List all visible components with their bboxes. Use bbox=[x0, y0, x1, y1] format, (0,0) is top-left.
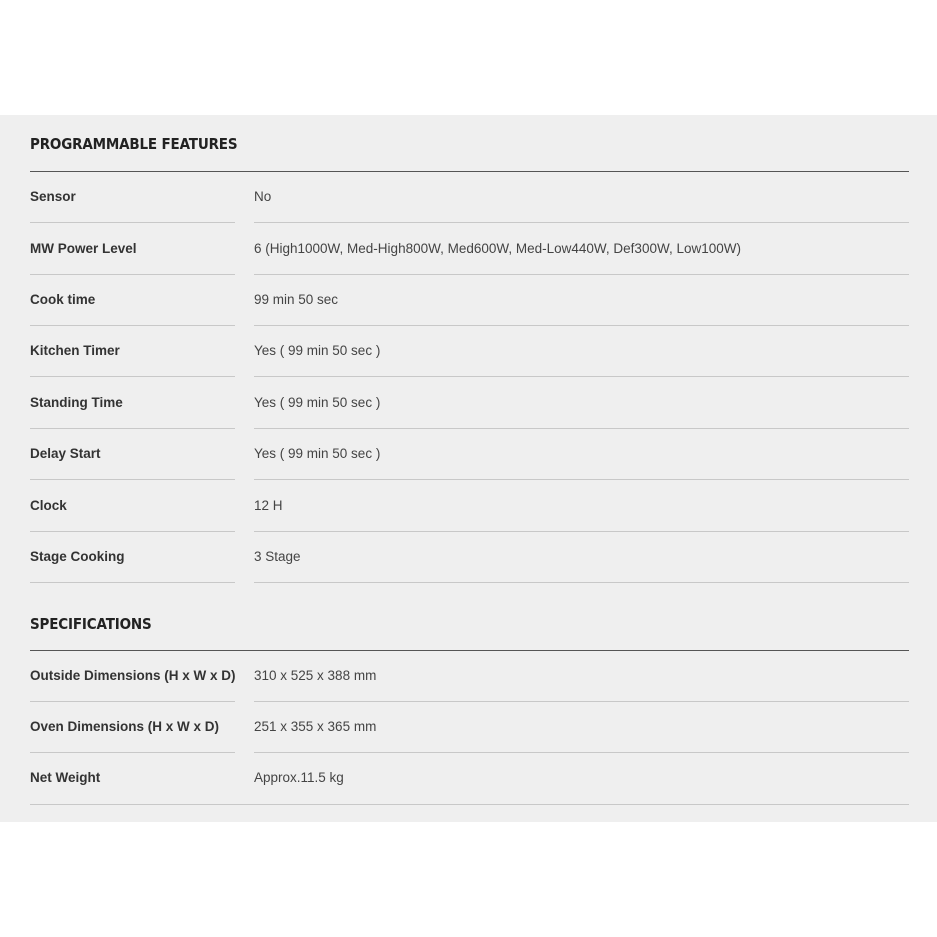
spec-value: No bbox=[254, 189, 272, 204]
row-divider bbox=[254, 531, 909, 532]
spec-label: Clock bbox=[30, 498, 67, 513]
row-divider bbox=[254, 376, 909, 377]
spec-value: 12 H bbox=[254, 498, 283, 513]
spec-label: Stage Cooking bbox=[30, 549, 125, 564]
spec-label: Cook time bbox=[30, 292, 96, 307]
spec-value: 3 Stage bbox=[254, 549, 301, 564]
spec-label: Oven Dimensions (H x W x D) bbox=[30, 719, 220, 734]
row-divider bbox=[30, 325, 235, 326]
spec-value: Yes ( 99 min 50 sec ) bbox=[254, 446, 381, 461]
row-divider bbox=[30, 804, 909, 805]
spec-value: Yes ( 99 min 50 sec ) bbox=[254, 343, 381, 358]
spec-value: Yes ( 99 min 50 sec ) bbox=[254, 395, 381, 410]
section-title-divider bbox=[30, 171, 909, 172]
spec-label: MW Power Level bbox=[30, 241, 137, 256]
section-title-specifications: SPECIFICATIONS bbox=[30, 615, 152, 633]
row-divider bbox=[254, 479, 909, 480]
row-divider bbox=[30, 222, 235, 223]
spec-label: Standing Time bbox=[30, 395, 123, 410]
spec-label: Kitchen Timer bbox=[30, 343, 120, 358]
spec-panel bbox=[0, 115, 937, 822]
row-divider bbox=[30, 531, 235, 532]
row-divider bbox=[30, 274, 235, 275]
row-divider bbox=[30, 701, 235, 702]
row-divider bbox=[30, 479, 235, 480]
spec-value: 6 (High1000W, Med-High800W, Med600W, Med-Low440W, Def300W, Low100W) bbox=[254, 241, 741, 256]
spec-label: Sensor bbox=[30, 189, 76, 204]
row-divider bbox=[30, 428, 235, 429]
spec-label: Outside Dimensions (H x W x D) bbox=[30, 668, 236, 683]
row-divider bbox=[30, 752, 235, 753]
spec-value: Approx.11.5 kg bbox=[254, 770, 344, 785]
row-divider bbox=[254, 752, 909, 753]
row-divider bbox=[254, 582, 909, 583]
row-divider bbox=[254, 222, 909, 223]
section-title-divider bbox=[30, 650, 909, 651]
row-divider bbox=[254, 701, 909, 702]
row-divider bbox=[30, 376, 235, 377]
spec-value: 310 x 525 x 388 mm bbox=[254, 668, 377, 683]
row-divider bbox=[254, 428, 909, 429]
spec-value: 251 x 355 x 365 mm bbox=[254, 719, 377, 734]
spec-label: Delay Start bbox=[30, 446, 101, 461]
spec-value: 99 min 50 sec bbox=[254, 292, 339, 307]
section-title-programmable-features: PROGRAMMABLE FEATURES bbox=[30, 135, 238, 153]
row-divider bbox=[254, 274, 909, 275]
row-divider bbox=[254, 325, 909, 326]
spec-label: Net Weight bbox=[30, 770, 101, 785]
row-divider bbox=[30, 582, 235, 583]
